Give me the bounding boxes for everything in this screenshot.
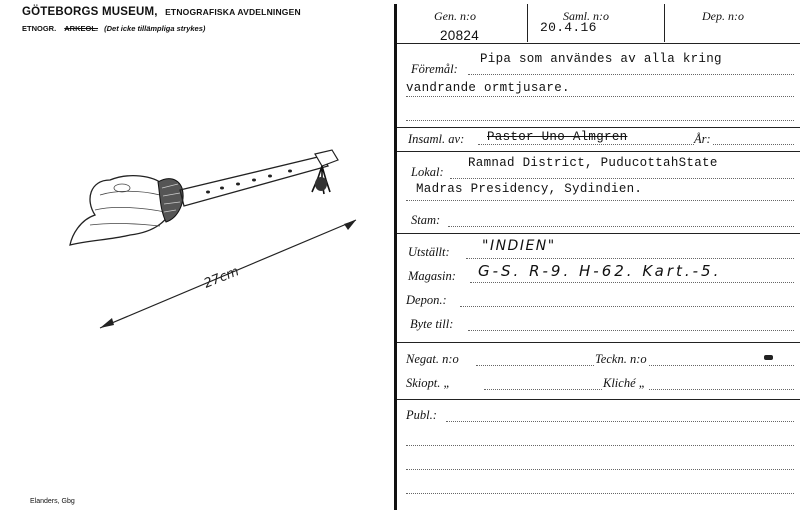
depon-label: Depon.: — [406, 293, 447, 307]
kliche-label: Kliché „ — [603, 376, 646, 390]
gen-label: Gen. n:o — [434, 9, 476, 23]
ink-mark — [764, 355, 773, 360]
department-name: ETNOGRAFISKA AVDELNINGEN — [165, 7, 301, 17]
lokal-line-2: Madras Presidency, Sydindien. — [416, 182, 643, 196]
museum-name: GÖTEBORGS MUSEUM, — [22, 6, 158, 18]
skiopt-label: Skiopt. „ — [406, 376, 451, 390]
ar-label: År: — [694, 132, 711, 146]
lokal-label: Lokal: — [411, 165, 444, 179]
etnogr-label: ETNOGR. — [22, 24, 57, 33]
lokal-line-1: Ramnad District, PuducottahState — [468, 156, 718, 170]
byte-label: Byte till: — [410, 317, 454, 331]
header-subline — [22, 24, 205, 33]
museum-header — [22, 6, 301, 18]
publ-label: Publ.: — [406, 408, 437, 422]
printer-imprint: Elanders, Gbg — [30, 498, 75, 505]
utstallt-label: Utställt: — [408, 245, 450, 259]
teckn-label: Teckn. n:o — [595, 352, 647, 366]
gen-number: 20824 — [440, 28, 480, 43]
pipe-mouthpiece — [315, 150, 338, 166]
header-rule — [397, 43, 800, 44]
dep-label: Dep. n:o — [702, 9, 744, 23]
collector-name: Pastor Uno Almgren — [487, 130, 628, 144]
negat-label: Negat. n:o — [406, 352, 459, 366]
column-separator — [527, 4, 528, 42]
column-separator — [664, 4, 665, 42]
foremal-line-2: vandrande ormtjusare. — [406, 81, 570, 95]
storage-location: G-S. R-9. H-62. Kart.-5. — [478, 262, 722, 280]
pipe-collar — [158, 179, 183, 222]
stam-label: Stam: — [411, 213, 441, 227]
exhibit-value: "INDIEN" — [482, 238, 556, 254]
saml-number: 20.4.16 — [540, 20, 597, 35]
insaml-label: Insaml. av: — [408, 132, 465, 146]
saml-label: Saml. n:o — [563, 9, 609, 23]
foremal-label: Föremål: — [411, 62, 458, 76]
magasin-label: Magasin: — [408, 269, 456, 283]
strike-note: (Det icke tillämpliga strykes) — [104, 24, 206, 33]
pipe-drawing — [60, 140, 370, 340]
card-border — [394, 4, 397, 510]
measure-label: 27cm — [201, 264, 242, 292]
arkeol-label: ARKEOL. — [64, 24, 99, 33]
foremal-line-1: Pipa som användes av alla kring — [480, 52, 722, 66]
